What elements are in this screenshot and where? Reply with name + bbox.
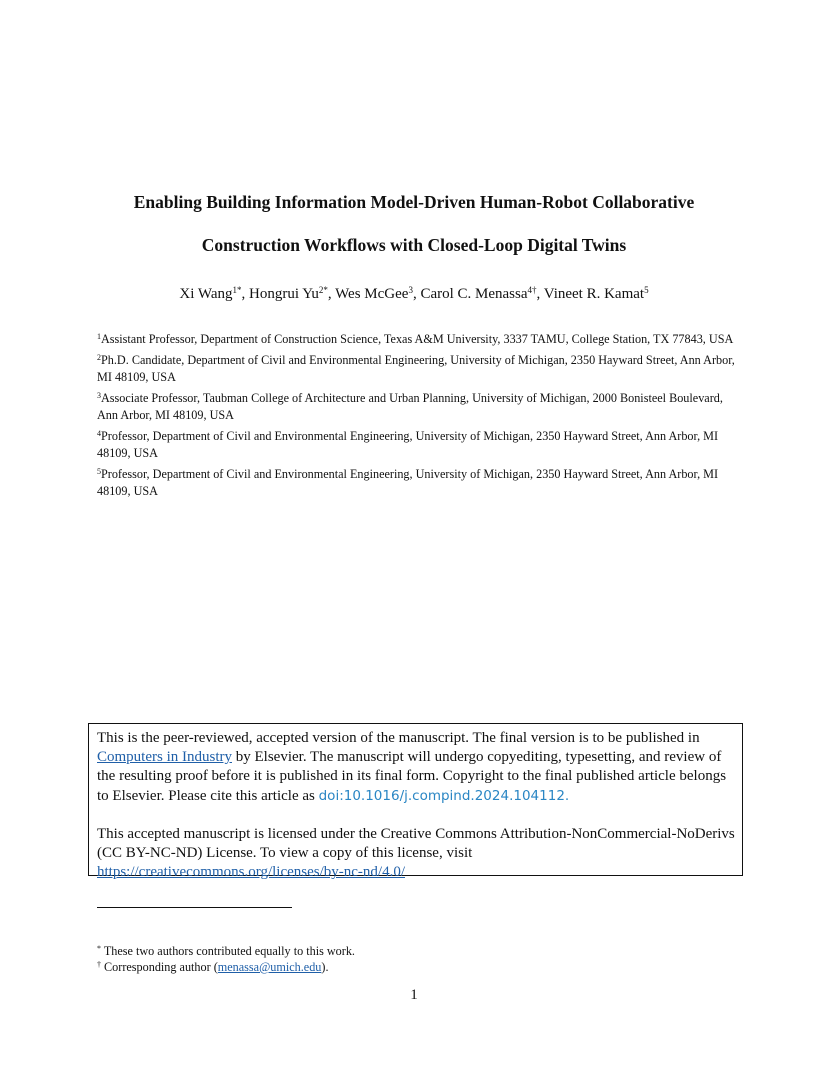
author-superscript: 1* — [232, 285, 242, 295]
affiliation-3 — [97, 390, 737, 424]
affiliation-1 — [97, 331, 737, 348]
footnote-separator — [97, 907, 292, 908]
author-superscript: 3 — [408, 285, 413, 295]
paper-title-line-1: Enabling Building Information Model-Driven Human-Robot Collaborative — [133, 192, 695, 212]
affiliation-number: 3 — [97, 391, 101, 400]
author-name: Wes McGee — [335, 286, 409, 302]
notice-paragraph-2 — [97, 825, 738, 883]
affiliation-text: Assistant Professor, Department of Construction Science, Texas A&M University, 3337 TAMU, College Station, TX 77843, USA — [101, 332, 734, 346]
footnote-text: Corresponding author ( — [104, 960, 218, 974]
notice-text: by Elsevier. The manuscript will undergo copyediting, typesetting, and review of the resulting proof before it is published in its final form. Copyright to the final published article belongs to Elsevier. Please cite this article as — [97, 749, 727, 804]
affiliation-number: 2 — [97, 353, 101, 362]
affiliation-4 — [97, 428, 737, 462]
affiliation-text: Associate Professor, Taubman College of Architecture and Urban Planning, University of Michigan, 2000 Bonisteel Boulevard, Ann Arbor, MI 48109, USA — [97, 391, 723, 422]
footnote-mark: * — [97, 944, 101, 953]
author-name: Hongrui Yu — [249, 286, 319, 302]
author-superscript: 2* — [318, 285, 328, 295]
affiliation-number: 4 — [97, 429, 101, 438]
footnotes — [97, 943, 737, 975]
notice-text: This is the peer-reviewed, accepted version of the manuscript. The final version is to be published in — [97, 730, 700, 746]
footnote-equal-contribution — [97, 943, 737, 959]
author-name: Xi Wang — [179, 286, 233, 302]
manuscript-notice-box — [88, 723, 743, 881]
paper-title-line-2: Construction Workflows with Closed-Loop Digital Twins — [201, 235, 627, 255]
email-link[interactable]: menassa@umich.edu — [217, 960, 322, 974]
affiliation-2 — [97, 352, 737, 386]
author-superscript: 4† — [527, 285, 537, 295]
affiliation-number: 5 — [97, 467, 101, 476]
license-text: This accepted manuscript is licensed under the Creative Commons Attribution-NonCommercial-NoDerivs (CC BY-NC-ND) License. To view a copy of this license, visit — [97, 825, 735, 862]
license-link[interactable]: https://creativecommons.org/licenses/by-nc-nd/4.0/ — [97, 864, 405, 881]
affiliation-text: Professor, Department of Civil and Environmental Engineering, University of Michigan, 2350 Hayward Street, Ann Arbor, MI 48109, USA — [97, 467, 719, 498]
footnote-text: These two authors contributed equally to this work. — [103, 944, 355, 958]
footnote-text: ). — [321, 960, 329, 974]
affiliation-5 — [97, 466, 737, 500]
affiliation-number: 1 — [97, 332, 101, 341]
journal-link[interactable]: Computers in Industry — [97, 749, 232, 766]
page-number: 1 — [410, 987, 418, 1003]
affiliation-text: Professor, Department of Civil and Environmental Engineering, University of Michigan, 2350 Hayward Street, Ann Arbor, MI 48109, USA — [97, 429, 719, 460]
notice-paragraph-1 — [97, 729, 738, 806]
author-name: Vineet R. Kamat — [543, 286, 645, 302]
doi-link[interactable]: doi:10.1016/j.compind.2024.104112. — [318, 787, 570, 804]
author-superscript: 5 — [644, 285, 649, 295]
author-list: Xi Wang$^{1*}$, Hongrui $Yu^{2*}$, Wes McGee$^3$, Carol C. Menassa$^{4\dagger}$, Vineet R. Kamat$^5$ — [179, 285, 649, 302]
footnote-corresponding-author — [97, 959, 737, 975]
footnote-mark: † — [97, 960, 101, 969]
author-name: Carol C. Menassa — [420, 286, 528, 302]
affiliation-text: Ph.D. Candidate, Department of Civil and Environmental Engineering, University of Michigan, 2350 Hayward Street, Ann Arbor, MI 48109, USA — [97, 353, 735, 384]
affiliations — [97, 331, 737, 504]
